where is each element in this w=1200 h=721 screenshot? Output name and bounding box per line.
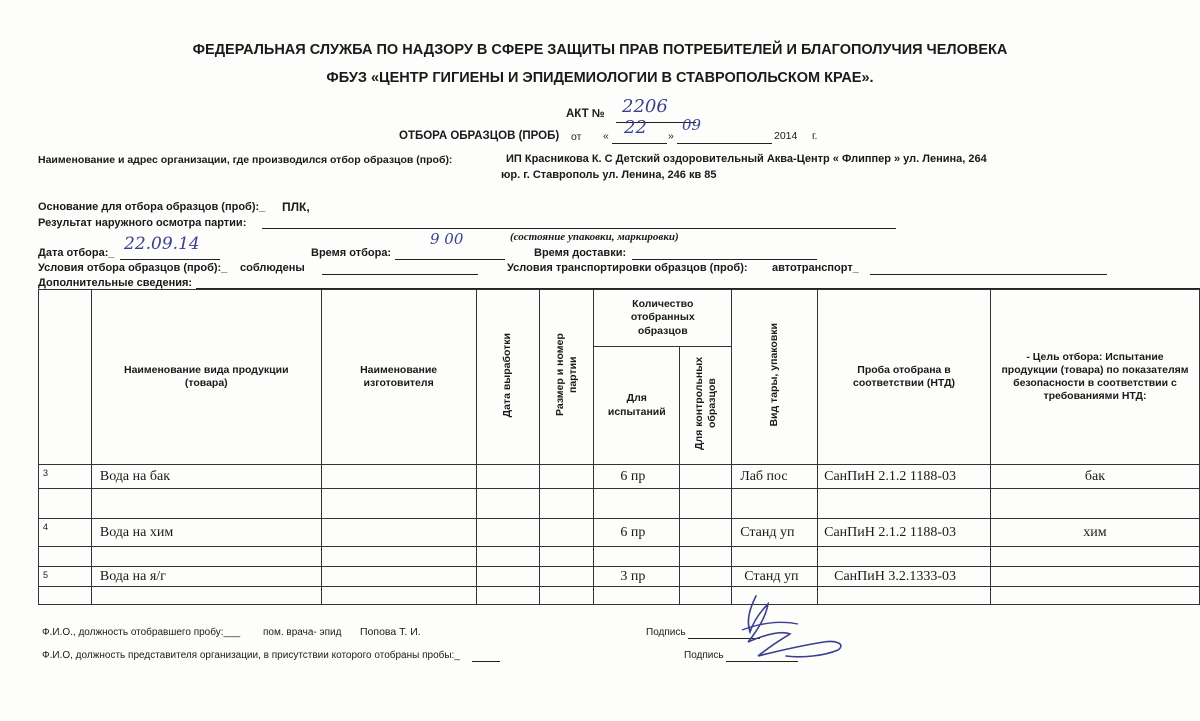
header-sample-ntd-text: Проба отобрана в соответствии (НТД): [853, 363, 956, 389]
row-tests: 3 пр: [594, 567, 680, 587]
table-row-spacer: [39, 489, 1200, 519]
row-control: [680, 465, 732, 489]
row-ntd: СанПиН 3.2.1333-03: [818, 567, 991, 587]
header-container-text: Вид тары, упаковки: [768, 323, 781, 427]
row-product: Вода на бак: [91, 465, 321, 489]
sampler-position: пом. врача- эпид: [263, 627, 342, 638]
row-batch: [540, 567, 594, 587]
organization-value: ИП Красникова К. С Детский оздоровительный Аква-Центр « Флиппер » ул. Ленина, 264: [506, 153, 987, 165]
header-sample-ntd: [818, 290, 991, 465]
row-purpose: хим: [990, 519, 1199, 547]
header-manufacturer-text: Наименование изготовителя: [360, 363, 438, 389]
sampler-label: Ф.И.О., должность отобравшего пробу:___: [42, 627, 241, 638]
row-ntd: СанПиН 2.1.2 1188-03: [818, 465, 991, 489]
header-purpose: [990, 290, 1199, 465]
quote-open: «: [603, 130, 609, 142]
row-production-date: [476, 519, 540, 547]
act-month: 09: [682, 116, 702, 134]
header-for-control-text: Для контрольных образцов: [692, 356, 718, 450]
samples-table: [38, 289, 1200, 605]
header-quantity: [594, 290, 732, 347]
row-ntd: СанПиН 2.1.2 1188-03: [818, 519, 991, 547]
row-purpose: [990, 567, 1199, 587]
sampling-date-value: 22.09.14: [124, 234, 200, 254]
delivery-time-label: Время доставки:: [534, 247, 627, 259]
row-manufacturer: [321, 519, 476, 547]
header-container: [732, 290, 818, 465]
table-row-spacer: [39, 587, 1200, 605]
row-production-date: [476, 465, 540, 489]
act-year: 2014: [774, 130, 798, 142]
inspection-label: Результат наружного осмотра партии:: [38, 217, 247, 229]
header-product: [91, 290, 321, 465]
conditions-value: соблюдены: [240, 262, 305, 274]
sampling-date-label: Дата отбора:_: [38, 247, 115, 259]
header-quantity-text: Количество отобранных образцов: [630, 298, 695, 337]
month-line: [677, 143, 772, 144]
row-batch: [540, 465, 594, 489]
row-number: 5: [39, 567, 92, 587]
agency-title: ФЕДЕРАЛЬНАЯ СЛУЖБА ПО НАДЗОРУ В СФЕРЕ ЗАЩИТЫ ПРАВ ПОТРЕБИТЕЛЕЙ И БЛАГОПОЛУЧИЯ ЧЕЛОВЕКА: [192, 42, 1008, 58]
rep-label: Ф.И.О, должность представителя организации, в присутствии которого отобраны пробы:_: [42, 650, 460, 661]
act-day: 22: [624, 117, 647, 138]
header-batch: [540, 290, 594, 465]
act-subtitle: ОТБОРА ОБРАЗЦОВ (ПРОБ): [399, 130, 560, 142]
transport-line: [870, 274, 1107, 275]
time-line: [395, 259, 505, 260]
day-line: [612, 143, 667, 144]
row-number: 4: [39, 519, 92, 547]
row-product: Вода на хим: [91, 519, 321, 547]
header-product-text: Наименование вида продукции (товара): [123, 363, 289, 389]
row-control: [680, 567, 732, 587]
transport-value: автотранспорт_: [772, 262, 859, 274]
date-line: [120, 259, 220, 260]
header-purpose-text: - Цель отбора: Испытание продукции (товара) по показателям безопасности в соответствии с требованиями НТД:: [1001, 350, 1189, 403]
center-title: ФБУЗ «ЦЕНТР ГИГИЕНЫ И ЭПИДЕМИОЛОГИИ В СТАВРОПОЛЬСКОМ КРАЕ».: [326, 70, 874, 86]
conditions-line: [322, 274, 478, 275]
header-production-date-text: Дата выработки: [501, 332, 514, 418]
inspection-line: [262, 228, 896, 229]
row-container: Станд уп: [732, 567, 818, 587]
table-row: [39, 567, 1200, 587]
delivery-line: [632, 259, 817, 260]
header-for-tests-text: Для испытаний: [607, 392, 666, 418]
header-for-control: [680, 347, 732, 465]
header-batch-text: Размер и номер партии: [553, 333, 579, 417]
row-purpose: бак: [990, 465, 1199, 489]
row-production-date: [476, 567, 540, 587]
conditions-label: Условия отбора образцов (проб):_: [38, 262, 228, 274]
row-tests: 6 пр: [594, 519, 680, 547]
row-control: [680, 519, 732, 547]
organization-label: Наименование и адрес организации, где производился отбор образцов (проб):: [38, 154, 453, 166]
header-num-cell: [39, 290, 92, 465]
header-manufacturer: [321, 290, 476, 465]
table-row-spacer: [39, 547, 1200, 567]
additional-label: Дополнительные сведения:: [38, 277, 193, 289]
organization-address: юр. г. Ставрополь ул. Ленина, 246 кв 85: [501, 169, 717, 181]
row-number: 3: [39, 465, 92, 489]
row-batch: [540, 519, 594, 547]
act-number: 2206: [622, 96, 668, 117]
row-container: Станд уп: [732, 519, 818, 547]
header-production-date: [476, 290, 540, 465]
act-year-suffix: г.: [812, 130, 818, 142]
act-from: от: [571, 131, 582, 143]
row-tests: 6 пр: [594, 465, 680, 489]
quote-close: »: [668, 130, 674, 142]
handwritten-signature: [728, 590, 858, 670]
sampling-time-value: 9 00: [430, 230, 464, 248]
row-container: Лаб пос: [732, 465, 818, 489]
signature2-label: Подпись: [684, 650, 724, 661]
basis-label: Основание для отбора образцов (проб):_: [38, 201, 266, 213]
row-product: Вода на я/г: [91, 567, 321, 587]
rep-line: [472, 661, 500, 662]
table-row: [39, 519, 1200, 547]
sampler-name: Попова Т. И.: [360, 626, 421, 638]
row-manufacturer: [321, 567, 476, 587]
signature1-label: Подпись: [646, 627, 686, 638]
inspection-note: (состояние упаковки, маркировки): [510, 231, 679, 243]
table-row: [39, 465, 1200, 489]
header-for-tests: [594, 347, 680, 465]
act-label: АКТ №: [566, 108, 605, 120]
transport-label: Условия транспортировки образцов (проб):: [507, 262, 748, 274]
basis-value: ПЛК,: [282, 200, 310, 214]
row-manufacturer: [321, 465, 476, 489]
sampling-time-label: Время отбора:: [311, 247, 392, 259]
